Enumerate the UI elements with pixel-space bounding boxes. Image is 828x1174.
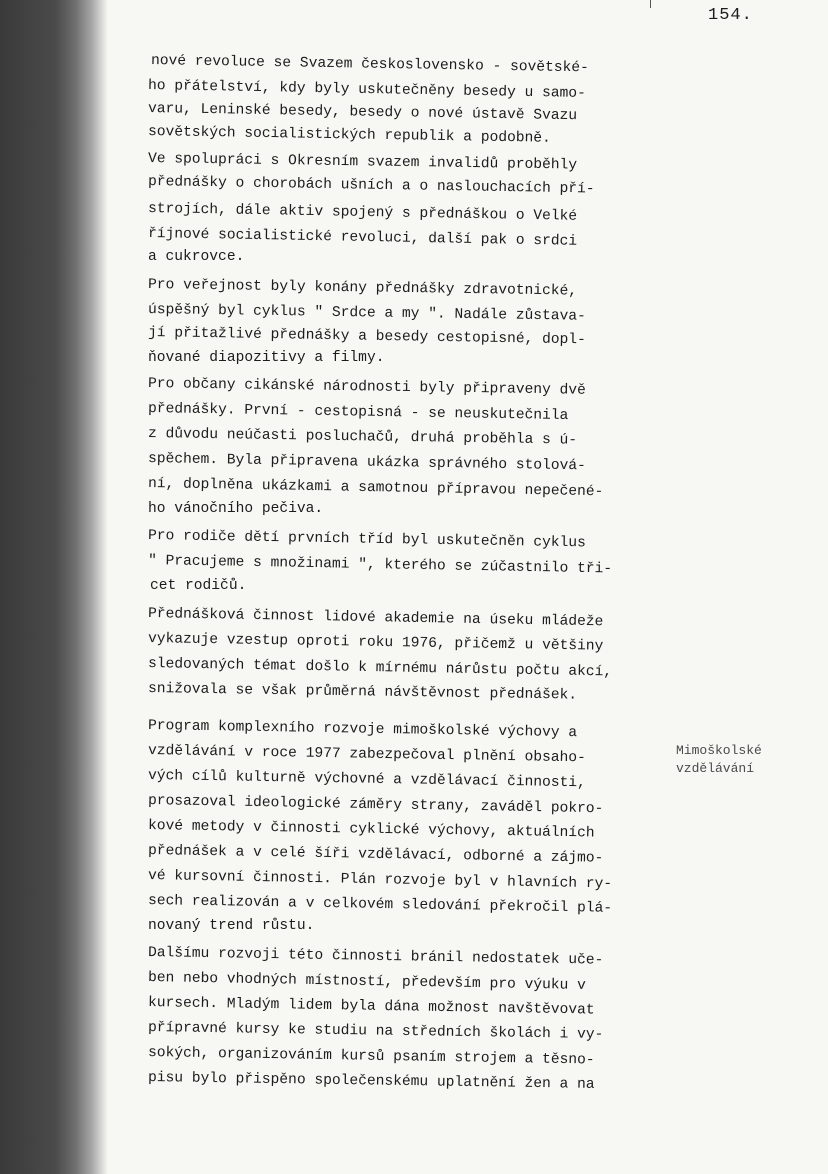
text-line: sech realizován a v celkovém sledování překročil plá- bbox=[147, 893, 613, 917]
text-line: sovětských socialistických republik a podobně. bbox=[147, 124, 551, 147]
text-line: vykazuje vzestup oproti roku 1976, přičemž u většiny bbox=[147, 631, 604, 655]
scan-shadow bbox=[0, 0, 108, 1174]
text-line: novaný trend růstu. bbox=[148, 918, 315, 934]
text-line: " Pracujeme s množinami ", kterého se zúčastnilo tři- bbox=[147, 553, 613, 578]
text-line: snižovala se však průměrná návštěvnost přednášek. bbox=[147, 681, 578, 704]
text-line: jí přitažlivé přednášky a besedy cestopisné, dopl- bbox=[147, 325, 586, 349]
text-line: Program komplexního rozvoje mimoškolské výchovy a bbox=[147, 718, 578, 742]
text-line: nové revoluce se Svazem československo - sovětské- bbox=[150, 53, 589, 77]
text-line: sokých, organizováním kursů psaním strojem a těsno- bbox=[147, 1045, 595, 1069]
margin-note bbox=[676, 742, 762, 778]
text-line: prosazoval ideologické záměry strany, zaváděl pokro- bbox=[147, 793, 604, 818]
text-line: Pro občany cikánské národnosti byly připraveny dvě bbox=[147, 376, 586, 399]
text-line: varu, Leninské besedy, besedy o nové ústavě Svazu bbox=[147, 101, 578, 125]
text-line: ní, doplněna ukázkami a samotnou přípravou nepečené- bbox=[147, 476, 604, 501]
text-line: spěchem. Byla připravena ukázka správného stolová- bbox=[147, 451, 586, 475]
text-line: ho přátelství, kdy byly uskutečněny besedy u samo- bbox=[147, 78, 586, 102]
text-line: vzdělávání v roce 1977 zabezpečoval plnění obsaho- bbox=[147, 743, 586, 767]
text-line: ňované diapozitivy a filmy. bbox=[148, 350, 385, 366]
text-line: kové metody v činnosti cyklické výchovy, aktuálních bbox=[147, 818, 595, 842]
margin-note-line: vzdělávání bbox=[676, 761, 755, 776]
text-line: kursech. Mladým lidem byla dána možnost navštěvovat bbox=[147, 995, 595, 1019]
text-line: Přednášková činnost lidové akademie na úseku mládeže bbox=[147, 606, 604, 631]
text-line: říjnové socialistické revoluci, další pak o srdci bbox=[147, 226, 578, 250]
text-line: přednášek a v celé šíři vzdělávací, odborné a zájmo- bbox=[147, 843, 604, 867]
text-line: přednášky. První - cestopisná - se neuskutečnila bbox=[147, 401, 569, 425]
margin-note-line: Mimoškolské bbox=[676, 743, 762, 758]
text-line: Pro rodiče dětí prvních tříd byl uskutečněn cyklus bbox=[147, 528, 586, 552]
text-line: z důvodu neúčasti posluchačů, druhá proběhla s ú- bbox=[147, 426, 578, 449]
text-line: Pro veřejnost byly konány přednášky zdravotnické, bbox=[147, 277, 578, 300]
page-number: 154. bbox=[708, 6, 753, 25]
text-line: Dalšímu rozvoji této činnosti bránil nedostatek uče- bbox=[147, 945, 604, 969]
text-line: a cukrovce. bbox=[148, 249, 245, 265]
text-line: přípravné kursy ke studiu na středních školách i vy- bbox=[147, 1020, 604, 1043]
text-line: strojích, dále aktiv spojený s přednáškou o Velké bbox=[147, 201, 578, 225]
scan-mark bbox=[650, 0, 651, 8]
text-line: ho vánočního pečiva. bbox=[148, 501, 324, 517]
text-line: vé kursovní činnosti. Plán rozvoje byl v hlavních ry- bbox=[147, 868, 613, 893]
text-line: cet rodičů. bbox=[150, 578, 247, 594]
text-line: vých cílů kulturně výchovné a vzdělávací činnosti, bbox=[147, 768, 586, 792]
text-line: přednášky o chorobách ušních a o naslouchacích pří- bbox=[147, 174, 595, 198]
text-line: Ve spolupráci s Okresním svazem invalidů proběhly bbox=[147, 151, 578, 174]
text-line: pisu bylo přispěno společenskému uplatnění žen a na bbox=[147, 1070, 595, 1093]
text-line: úspěšný byl cyklus " Srdce a my ". Nadále zůstava- bbox=[147, 302, 586, 325]
text-line: sledovaných témat došlo k mírnému nárůstu počtu akcí, bbox=[147, 656, 613, 681]
text-line: ben nebo vhodných místností, především pro výuku v bbox=[147, 970, 586, 994]
